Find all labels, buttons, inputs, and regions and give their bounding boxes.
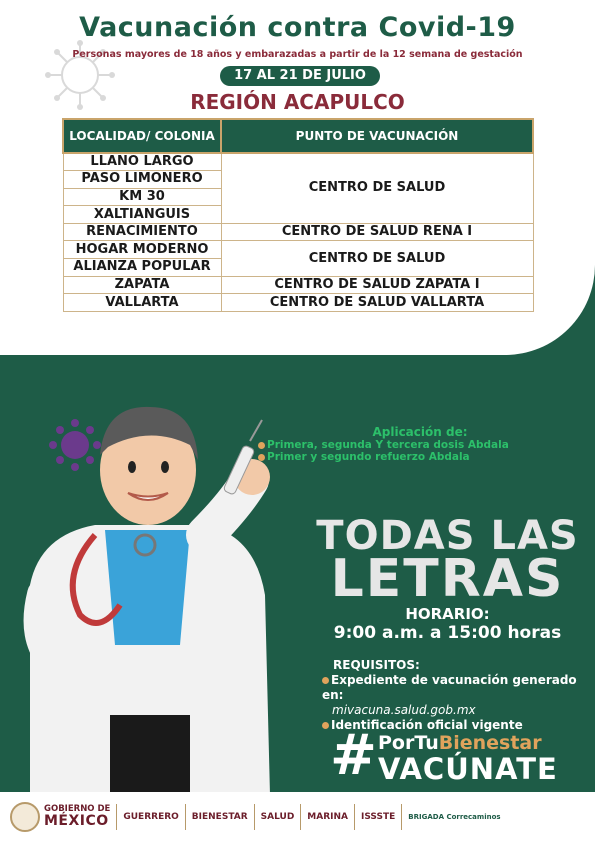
gob-line-2: MÉXICO xyxy=(44,813,109,829)
footer-logos xyxy=(0,792,595,842)
virus-icon xyxy=(49,419,101,471)
marina-logo: MARINA xyxy=(307,812,348,822)
list-item-label: Primer y segundo refuerzo Abdala xyxy=(267,451,470,463)
bullet-icon xyxy=(258,442,265,449)
issste-logo: ISSSTE xyxy=(361,812,396,822)
requirement-text: Identificación oficial vigente xyxy=(331,718,523,732)
cell-punto: CENTRO DE SALUD RENA I xyxy=(221,223,533,241)
bullet-icon xyxy=(258,454,265,461)
hashtag-symbol: # xyxy=(330,723,377,788)
bienestar-logo: BIENESTAR xyxy=(191,812,248,822)
divider xyxy=(354,804,355,830)
list-item-label: Primera, segunda Y tercera dosis Abdala xyxy=(267,439,509,451)
cell-punto: CENTRO DE SALUD VALLARTA xyxy=(221,294,533,312)
cell-punto: CENTRO DE SALUD ZAPATA I xyxy=(221,276,533,294)
application-list xyxy=(258,439,550,463)
application-info xyxy=(250,425,550,463)
guerrero-logo: GUERRERO xyxy=(123,812,179,822)
gobierno-logo xyxy=(10,802,110,832)
subtitle: Personas mayores de 18 años y embarazadas a partir de la 12 semana de gestación xyxy=(72,49,523,60)
schedule-table xyxy=(62,118,534,312)
requirements-label: REQUISITOS: xyxy=(333,658,420,672)
banner-line-1: TODAS LAS xyxy=(316,513,579,559)
column-header-localidad-label: LOCALIDAD/ COLONIA xyxy=(69,129,215,143)
table-row xyxy=(63,153,533,171)
divider xyxy=(185,804,186,830)
banner-line-2: LETRAS xyxy=(330,549,565,609)
table-row xyxy=(63,294,533,312)
list-item xyxy=(322,673,592,718)
table-row xyxy=(63,276,533,294)
cell-localidad: ALIANZA POPULAR xyxy=(63,259,221,277)
table-row xyxy=(63,241,533,259)
vaccination-url: mivacuna.salud.gob.mx xyxy=(332,703,476,717)
column-header-localidad xyxy=(63,119,221,153)
salud-logo: SALUD xyxy=(260,812,295,822)
brigada-logo: BRIGADA Correcaminos xyxy=(408,813,501,821)
cell-localidad: XALTIANGUIS xyxy=(63,206,221,224)
cell-punto: CENTRO DE SALUD xyxy=(221,153,533,223)
bullet-icon xyxy=(322,677,329,684)
application-heading: Aplicación de: xyxy=(372,425,468,439)
divider xyxy=(300,804,301,830)
hashtag-line-2: VACÚNATE xyxy=(378,752,558,786)
cell-localidad: KM 30 xyxy=(63,188,221,206)
schedule-value: 9:00 a.m. a 15:00 horas xyxy=(333,623,562,643)
list-item xyxy=(258,451,550,463)
divider xyxy=(254,804,255,830)
region-title: REGIÓN ACAPULCO xyxy=(190,90,405,114)
cell-localidad: HOGAR MODERNO xyxy=(63,241,221,259)
table-header-row xyxy=(63,119,533,153)
cell-localidad: ZAPATA xyxy=(63,276,221,294)
hashtag-line-1 xyxy=(378,732,542,754)
cell-localidad: PASO LIMONERO xyxy=(63,171,221,189)
divider xyxy=(401,804,402,830)
hashtag-accent: Bienestar xyxy=(438,732,542,754)
bullet-icon xyxy=(322,722,329,729)
schedule-label: HORARIO: xyxy=(405,605,490,623)
gob-line-1: GOBIERNO DE xyxy=(44,804,111,814)
cell-punto: CENTRO DE SALUD xyxy=(221,241,533,276)
requirement-text: Expediente de vacunación generado en: xyxy=(322,673,577,702)
cell-localidad: RENACIMIENTO xyxy=(63,223,221,241)
list-item xyxy=(258,439,550,451)
column-header-punto: PUNTO DE VACUNACIÓN xyxy=(221,119,533,153)
table-row xyxy=(63,223,533,241)
cell-localidad: LLANO LARGO xyxy=(63,153,221,171)
date-badge: 17 AL 21 DE JULIO xyxy=(220,66,380,86)
page-title: Vacunación contra Covid-19 xyxy=(79,12,516,43)
seal-icon xyxy=(10,802,40,832)
cell-localidad: VALLARTA xyxy=(63,294,221,312)
hashtag-part1: PorTu xyxy=(378,732,439,754)
divider xyxy=(116,804,117,830)
